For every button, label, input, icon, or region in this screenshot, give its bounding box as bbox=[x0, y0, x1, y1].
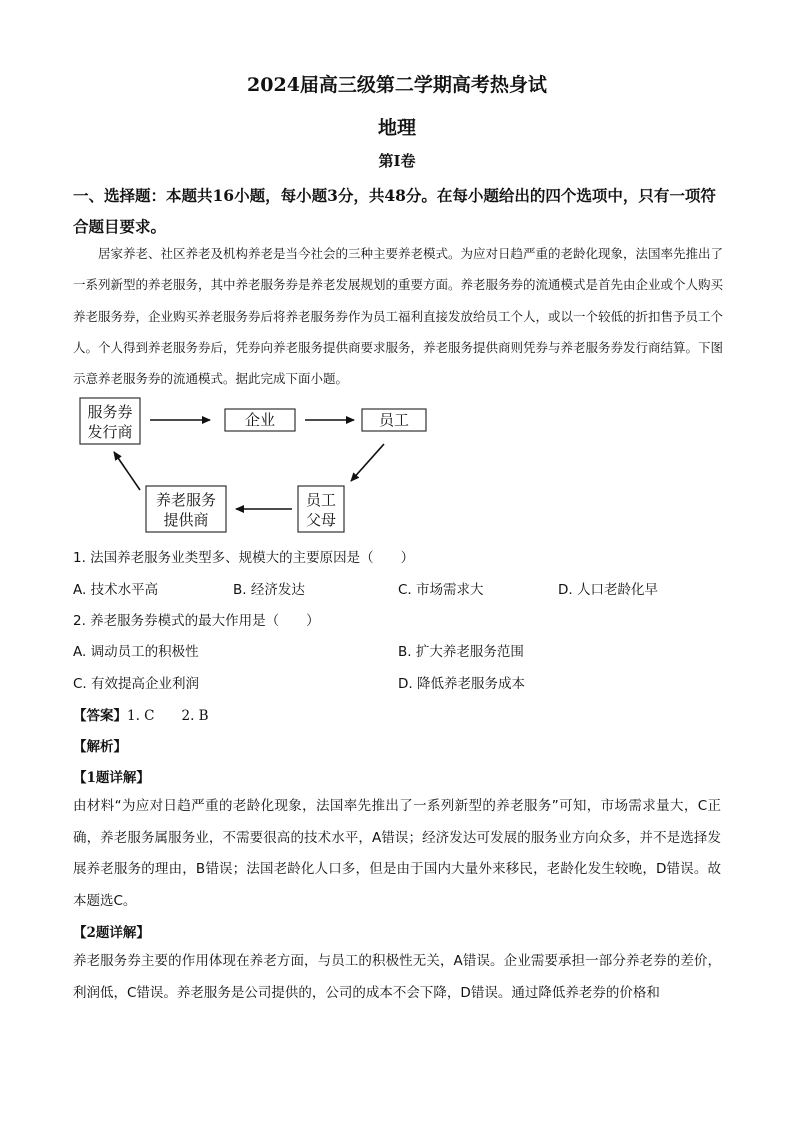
q2-option-d: D. 降低养老服务成本 bbox=[398, 676, 525, 692]
reading-passage: 居家养老、社区养老及机构养老是当今社会的三种主要养老模式。为应对日趋严重的老龄化现象，法国率先推出了一系列新型的养老服务，其中养老服务券是养老发展规划的重要方面。养老服务券的流通模式是首先由企业或个人购买养老服务券，企业购买养老服务券后将养老服务券作为员工福利直接发放给员工个人，或以一个较低的折扣售予员工个人。个人得到养老服务券后，凭券向养老服务提供商要求服务，养老服务提供商则凭券与养老服务券发行商结算。下图示意养老服务券的流通模式。据此完成下面小题。 bbox=[73, 246, 724, 387]
subject-title: 地理 bbox=[377, 117, 416, 139]
issuer-label-2: 发行商 bbox=[87, 423, 133, 441]
detail-2-text: 养老服务券主要的作用体现在养老方面，与员工的积极性无关，A错误。企业需要承担一部分养老券的差价，利润低，C错误。养老服务是公司提供的，公司的成本不会下降，D错误。通过降低养老券的价格和 bbox=[73, 953, 721, 1001]
arrow-provider-issuer bbox=[114, 452, 140, 490]
q1-option-d: D. 人口老龄化早 bbox=[558, 582, 658, 598]
answer-text: 1. C 2. B bbox=[127, 708, 209, 724]
exam-title: 2024届高三级第二学期高考热身试 bbox=[247, 74, 547, 96]
provider-label-2: 提供商 bbox=[163, 511, 209, 529]
issuer-label-1: 服务券 bbox=[87, 403, 133, 421]
enterprise-label: 企业 bbox=[244, 411, 276, 429]
q2-option-a: A. 调动员工的积极性 bbox=[73, 644, 199, 660]
question-2-stem: 2. 养老服务券模式的最大作用是（ ） bbox=[73, 613, 320, 629]
arrow-employee-parents bbox=[351, 444, 384, 481]
provider-label-1: 养老服务 bbox=[155, 491, 217, 509]
q2-option-c: C. 有效提高企业利润 bbox=[73, 676, 200, 692]
q1-option-b: B. 经济发达 bbox=[233, 582, 305, 598]
answer-line bbox=[73, 704, 209, 724]
answer-label: 【答案】 bbox=[73, 708, 127, 724]
q2-option-b: B. 扩大养老服务范围 bbox=[398, 644, 524, 660]
detail-1-label: 【1题详解】 bbox=[73, 770, 150, 786]
parents-label-1: 员工 bbox=[305, 491, 337, 509]
detail-2-label: 【2题详解】 bbox=[73, 925, 150, 941]
detail-1-text: 由材料“为应对日趋严重的老龄化现象，法国率先推出了一系列新型的养老服务”可知，市场需求量大，C正确，养老服务属服务业，不需要很高的技术水平，A错误；经济发达可发展的服务业方向众多，并不是选择发展养老服务的理由，B错误；法国老龄化人口多，但是由于国内大量外来移民，老龄化发生较晚，D错误。故本题选C。 bbox=[73, 798, 721, 909]
flow-diagram bbox=[70, 392, 470, 542]
analysis-label: 【解析】 bbox=[73, 739, 127, 755]
q1-option-a: A. 技术水平高 bbox=[73, 582, 159, 598]
q1-option-c: C. 市场需求大 bbox=[398, 582, 484, 598]
volume-label: 第I卷 bbox=[378, 152, 416, 170]
parents-label-2: 父母 bbox=[305, 511, 337, 529]
question-1-stem: 1. 法国养老服务业类型多、规模大的主要原因是（ ） bbox=[73, 550, 415, 566]
section-heading: 一、选择题：本题共16小题，每小题3分，共48分。在每小题给出的四个选项中，只有一项符合题目要求。 bbox=[73, 186, 716, 236]
employee-label: 员工 bbox=[378, 411, 410, 429]
